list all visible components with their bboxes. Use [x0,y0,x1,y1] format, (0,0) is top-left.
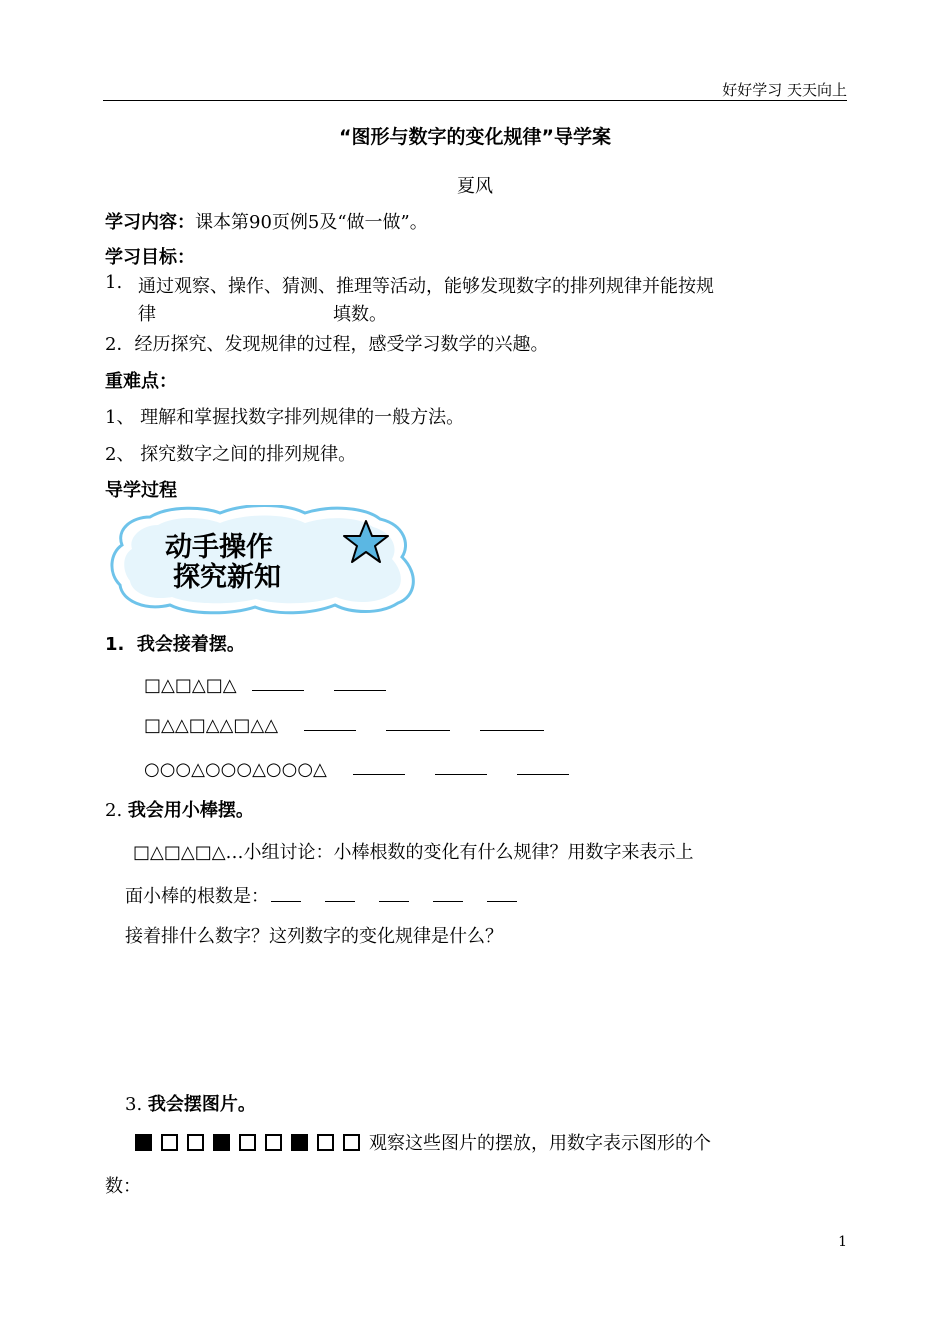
task1-row1 [144,674,416,696]
answer-blank[interactable] [517,758,569,775]
page-title: “图形与数字的变化规律”导学案 [339,126,611,148]
author: 夏风 [457,176,493,197]
task1-heading [105,630,245,656]
task1-row3-pattern: ○○○△○○○△○○○△ [144,759,327,780]
task1-row2-pattern: □△△□△△□△△ [144,715,279,736]
star-icon [342,519,390,565]
answer-blank[interactable] [252,674,304,691]
objective-1-line2b: 填数。 [333,304,387,325]
objective-1-line1: 通过观察、操作、猜测、推理等活动，能够发现数字的排列规律并能按规 [138,276,714,297]
task1-row3 [144,758,599,780]
objectives-heading: 学习目标： [105,247,195,268]
banner-cloud [110,505,420,615]
task2-line1: □△□△□△…小组讨论：小棒根数的变化有什么规律？用数字来表示上 [133,842,694,863]
answer-blank[interactable] [325,885,355,902]
task2-line2-text: 面小棒的根数是： [125,886,269,907]
keypoint-1: 1、 理解和掌握找数字排列规律的一般方法。 [105,407,465,428]
objective-1-line2a: 律 [138,304,156,325]
task1-row1-pattern: □△□△□△ [144,675,237,696]
filled-square [213,1134,230,1151]
task2-number: 2. [105,800,123,821]
answer-blank[interactable] [433,885,463,902]
keypoint-2: 2、 探究数字之间的排列规律。 [105,444,357,465]
objective-2: 2．经历探究、发现规律的过程，感受学习数学的兴趣。 [105,334,549,355]
header-slogan: 好好学习 天天向上 [722,81,847,99]
header-rule [103,100,847,101]
empty-square [343,1134,360,1151]
task3-text2: 数： [105,1176,141,1197]
answer-blank[interactable] [271,885,301,902]
task2-line3: 接着排什么数字？这列数字的变化规律是什么？ [125,926,503,947]
task3-text: 观察这些图片的摆放，用数字表示图形的个 [369,1133,711,1154]
answer-blank[interactable] [487,885,517,902]
task3-line [135,1129,711,1155]
empty-square [239,1134,256,1151]
content-label: 学习内容： [105,212,195,233]
task3-number: 3. [125,1094,143,1115]
empty-square [187,1134,204,1151]
task3-title: 我会摆图片。 [147,1094,256,1115]
answer-blank[interactable] [304,714,356,731]
content-text: 课本第90页例5及“做一做”。 [195,212,428,233]
content-line [105,208,428,234]
answer-blank[interactable] [379,885,409,902]
task2-heading [105,796,254,822]
task1-row2 [144,714,574,736]
keypoints-heading: 重难点： [105,371,177,392]
task1-title: 我会接着摆。 [136,634,245,655]
process-heading: 导学过程 [105,480,177,501]
task1-number: 1. [105,634,125,655]
banner-line2: 探究新知 [173,562,281,593]
task2-line2 [125,882,547,908]
empty-square [317,1134,334,1151]
banner-line1: 动手操作 [165,532,273,563]
empty-square [265,1134,282,1151]
task3-heading [125,1090,256,1116]
page-number: 1 [838,1234,847,1250]
answer-blank[interactable] [386,714,450,731]
square-pattern [135,1133,369,1154]
answer-blank[interactable] [353,758,405,775]
empty-square [161,1134,178,1151]
task2-title: 我会用小棒摆。 [127,800,254,821]
answer-blank[interactable] [435,758,487,775]
answer-blank[interactable] [334,674,386,691]
objective-1-number: 1. [105,272,123,293]
filled-square [135,1134,152,1151]
filled-square [291,1134,308,1151]
answer-blank[interactable] [480,714,544,731]
